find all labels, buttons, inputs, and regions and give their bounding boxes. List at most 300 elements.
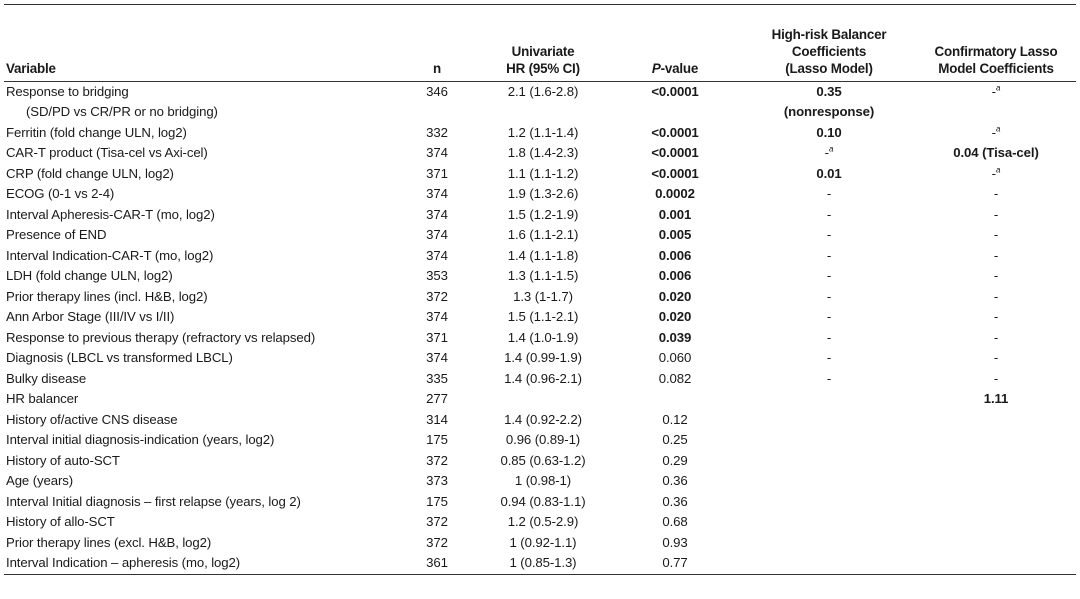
cell-hr [478, 389, 608, 410]
header-hrb-line3: (Lasso Model) [785, 60, 873, 76]
cell-n [396, 348, 478, 369]
cell-lasso-coefficient-text: - [993, 370, 999, 386]
cell-hrb-coefficient-text: - [826, 329, 832, 345]
cell-n [396, 287, 478, 308]
cell-p-value-text: 0.29 [662, 452, 688, 468]
cell-hr [478, 348, 608, 369]
cell-lasso-coefficient [916, 225, 1076, 246]
table-row [4, 553, 1076, 574]
footnote-marker: a [995, 165, 1001, 175]
cell-variable [4, 143, 396, 164]
cell-hr-text: 1.1 (1.1-1.2) [507, 165, 579, 181]
table-body [4, 81, 1076, 574]
cell-hr-text: 1 (0.92-1.1) [509, 534, 577, 550]
cell-p-value [608, 225, 742, 246]
cell-p-value [608, 451, 742, 472]
cell-p-value-text: <0.0001 [651, 83, 699, 99]
cell-lasso-coefficient-text: - [993, 350, 999, 365]
header-high-risk-balancer [742, 5, 916, 81]
cell-hr-text: 1.4 (1.0-1.9) [507, 329, 579, 345]
cell-p-value [608, 246, 742, 267]
cell-lasso-coefficient [916, 205, 1076, 226]
cell-lasso-coefficient [916, 143, 1076, 164]
cell-n-text: 372 [426, 452, 448, 468]
cell-variable-text: HR balancer [6, 391, 79, 406]
cell-lasso-coefficient [916, 389, 1076, 410]
header-hrb-line1: High-risk Balancer [771, 26, 887, 42]
cell-variable-text: Age (years) [6, 473, 74, 488]
table-row [4, 389, 1076, 410]
cell-hrb-coefficient-text: - [826, 350, 832, 365]
cell-p-value [608, 123, 742, 144]
cell-n [396, 492, 478, 513]
cell-n [396, 205, 478, 226]
cell-hr [478, 102, 608, 123]
cell-variable [4, 246, 396, 267]
cell-p-value-text: 0.020 [658, 309, 692, 324]
cell-lasso-coefficient-text: - [993, 206, 999, 222]
cell-variable [4, 492, 396, 513]
cell-p-value-text: 0.93 [662, 534, 688, 550]
cell-hr-text: 1.4 (0.96-2.1) [504, 370, 582, 386]
cell-p-value [608, 369, 742, 390]
cell-hr-text: 1.4 (0.99-1.9) [504, 350, 582, 365]
cell-p-value-text: 0.77 [662, 555, 688, 570]
cell-n [396, 225, 478, 246]
cell-n [396, 328, 478, 349]
cell-variable-text: Interval Indication-CAR-T (mo, log2) [6, 247, 214, 263]
cell-variable [4, 410, 396, 431]
cell-variable [4, 307, 396, 328]
cell-hrb-coefficient [742, 451, 916, 472]
cell-hr-text: 1 (0.85-1.3) [509, 555, 577, 570]
cell-hr-text: 1.3 (1.1-1.5) [507, 268, 579, 283]
cell-hrb-coefficient [742, 287, 916, 308]
cell-hrb-coefficient [742, 205, 916, 226]
cell-lasso-coefficient [916, 266, 1076, 287]
cell-n [396, 533, 478, 554]
table-row [4, 205, 1076, 226]
cell-n-text: 374 [426, 309, 448, 324]
cell-lasso-coefficient [916, 123, 1076, 144]
cell-lasso-coefficient-text: - [993, 329, 999, 345]
cell-hr-text: 2.1 (1.6-2.8) [507, 83, 579, 99]
cell-p-value [608, 81, 742, 102]
table-row [4, 512, 1076, 533]
cell-n [396, 164, 478, 185]
cell-p-value [608, 348, 742, 369]
header-p-value [608, 5, 742, 81]
cell-hrb-coefficient-text: - [826, 288, 832, 304]
table-row [4, 451, 1076, 472]
cell-p-value-text: 0.36 [662, 493, 688, 509]
cell-variable [4, 266, 396, 287]
cell-p-value [608, 307, 742, 328]
cell-n-text: 374 [426, 247, 448, 263]
table-row [4, 143, 1076, 164]
table-row [4, 266, 1076, 287]
cell-n-text: 372 [426, 514, 448, 529]
cell-hrb-coefficient-text: - [826, 309, 832, 324]
table-row [4, 164, 1076, 185]
results-table [4, 4, 1076, 575]
cell-p-value-text: 0.001 [658, 206, 692, 222]
cell-lasso-coefficient [916, 410, 1076, 431]
table-row [4, 410, 1076, 431]
footnote-marker: a [995, 83, 1001, 93]
cell-hrb-coefficient [742, 389, 916, 410]
cell-hrb-coefficient [742, 492, 916, 513]
header-hrb-line2: Coefficients [791, 43, 867, 59]
header-confirmatory-lasso [916, 5, 1076, 81]
cell-hrb-coefficient [742, 430, 916, 451]
cell-n [396, 451, 478, 472]
cell-hr-text: 1.5 (1.2-1.9) [507, 206, 579, 222]
cell-n-text: 374 [426, 350, 448, 365]
cell-p-value [608, 553, 742, 574]
table-row [4, 307, 1076, 328]
cell-lasso-coefficient [916, 287, 1076, 308]
cell-lasso-coefficient [916, 369, 1076, 390]
cell-variable-text: Bulky disease [6, 370, 87, 386]
cell-hr [478, 451, 608, 472]
cell-lasso-coefficient [916, 164, 1076, 185]
cell-hrb-coefficient [742, 102, 916, 123]
cell-hr-text: 1.4 (0.92-2.2) [504, 411, 582, 427]
cell-n [396, 102, 478, 123]
cell-p-value [608, 533, 742, 554]
header-p-italic: P [651, 60, 661, 76]
cell-p-value [608, 184, 742, 205]
cell-hr-text: 0.94 (0.83-1.1) [500, 493, 586, 509]
cell-p-value-text: 0.25 [662, 432, 688, 447]
cell-hr [478, 287, 608, 308]
cell-hrb-coefficient [742, 184, 916, 205]
table-row [4, 287, 1076, 308]
cell-p-value-text: 0.36 [662, 473, 688, 488]
cell-n-text: 332 [426, 124, 448, 140]
cell-p-value [608, 512, 742, 533]
cell-n-text: 346 [426, 83, 448, 99]
table-row [4, 225, 1076, 246]
cell-n-text: 374 [426, 206, 448, 222]
cell-variable-text: CAR-T product (Tisa-cel vs Axi-cel) [6, 145, 208, 160]
cell-hr [478, 143, 608, 164]
cell-hr [478, 533, 608, 554]
cell-variable [4, 225, 396, 246]
cell-hr-text: 1.2 (0.5-2.9) [507, 514, 579, 529]
cell-p-value-text: 0.12 [662, 411, 688, 427]
cell-hrb-coefficient-text: - [826, 247, 832, 263]
cell-n-text: 361 [426, 555, 448, 570]
cell-n-text: 374 [426, 145, 448, 160]
cell-hr [478, 266, 608, 287]
cell-variable [4, 553, 396, 574]
table-row [4, 430, 1076, 451]
cell-variable-text: History of auto-SCT [6, 452, 120, 468]
cell-n [396, 553, 478, 574]
cell-variable-text: Prior therapy lines (incl. H&B, log2) [6, 288, 208, 304]
cell-n-text: 371 [426, 329, 448, 345]
cell-lasso-coefficient [916, 246, 1076, 267]
cell-p-value [608, 328, 742, 349]
cell-variable [4, 471, 396, 492]
cell-hr [478, 512, 608, 533]
cell-hr [478, 553, 608, 574]
cell-p-value-text: 0.082 [658, 370, 692, 386]
table-row [4, 533, 1076, 554]
cell-p-value [608, 102, 742, 123]
cell-lasso-coefficient [916, 451, 1076, 472]
cell-p-value-text: <0.0001 [651, 165, 699, 181]
cell-variable [4, 328, 396, 349]
cell-variable [4, 512, 396, 533]
cell-variable-text: History of allo-SCT [6, 514, 115, 529]
cell-hrb-coefficient [742, 246, 916, 267]
cell-p-value [608, 492, 742, 513]
cell-lasso-coefficient [916, 553, 1076, 574]
cell-hrb-coefficient-text: - [826, 370, 832, 386]
cell-hrb-coefficient-text: - [826, 206, 832, 222]
cell-p-value [608, 410, 742, 431]
cell-lasso-coefficient [916, 102, 1076, 123]
table-row [4, 328, 1076, 349]
footnote-marker: a [995, 124, 1001, 134]
cell-p-value-text: 0.68 [662, 514, 688, 529]
cell-n [396, 512, 478, 533]
header-p-rest: -value [660, 60, 699, 76]
cell-lasso-coefficient-text: - [991, 165, 996, 181]
cell-hr [478, 430, 608, 451]
cell-p-value-text: 0.006 [658, 268, 692, 283]
cell-lasso-coefficient-text: - [991, 124, 996, 140]
cell-hr [478, 307, 608, 328]
cell-lasso-coefficient-text: - [993, 227, 999, 242]
cell-lasso-coefficient-text: - [993, 288, 999, 304]
cell-hrb-coefficient [742, 369, 916, 390]
cell-lasso-coefficient-text: - [993, 186, 999, 201]
cell-hrb-coefficient [742, 553, 916, 574]
cell-hr-text: 0.85 (0.63-1.2) [500, 452, 586, 468]
header-variable: Variable [4, 5, 396, 81]
cell-hr-text: 1 (0.98-1) [514, 473, 572, 488]
cell-p-value [608, 471, 742, 492]
cell-lasso-coefficient [916, 512, 1076, 533]
cell-hrb-coefficient [742, 143, 916, 164]
cell-variable [4, 389, 396, 410]
cell-p-value [608, 389, 742, 410]
header-lasso-line1: Confirmatory Lasso [934, 43, 1058, 59]
results-table-container [4, 4, 1076, 575]
cell-variable-text: CRP (fold change ULN, log2) [6, 165, 174, 181]
cell-variable [4, 164, 396, 185]
cell-hr [478, 184, 608, 205]
footnote-marker: a [828, 144, 834, 154]
cell-variable-text: Prior therapy lines (excl. H&B, log2) [6, 534, 212, 550]
cell-n-text: 371 [426, 165, 448, 181]
cell-variable-text: Diagnosis (LBCL vs transformed LBCL) [6, 350, 233, 365]
cell-lasso-coefficient [916, 430, 1076, 451]
cell-p-value-text: 0.006 [658, 247, 692, 263]
cell-hr [478, 81, 608, 102]
cell-hr-text: 1.2 (1.1-1.4) [507, 124, 579, 140]
cell-p-value-text: 0.060 [658, 350, 692, 365]
cell-lasso-coefficient [916, 492, 1076, 513]
cell-variable-text: Ann Arbor Stage (III/IV vs I/II) [6, 309, 175, 324]
cell-variable [4, 81, 396, 102]
cell-hr [478, 492, 608, 513]
cell-variable [4, 533, 396, 554]
cell-lasso-coefficient [916, 81, 1076, 102]
cell-variable [4, 451, 396, 472]
cell-lasso-coefficient-text: - [991, 83, 996, 99]
cell-n [396, 123, 478, 144]
cell-hrb-coefficient [742, 410, 916, 431]
cell-n-text: 373 [426, 473, 448, 488]
cell-hrb-coefficient [742, 123, 916, 144]
cell-hr-text: 1.4 (1.1-1.8) [507, 247, 579, 263]
cell-p-value [608, 164, 742, 185]
cell-variable-text: (SD/PD vs CR/PR or no bridging) [26, 104, 218, 119]
cell-variable-text: Presence of END [6, 227, 107, 242]
cell-variable-text: Response to previous therapy (refractory vs relapsed) [6, 329, 316, 345]
table-row [4, 369, 1076, 390]
cell-hrb-coefficient [742, 81, 916, 102]
cell-n-text: 374 [426, 227, 448, 242]
cell-hr [478, 123, 608, 144]
cell-hr [478, 369, 608, 390]
header-hr-line1: Univariate [511, 43, 575, 59]
cell-variable-text: History of/active CNS disease [6, 411, 178, 427]
cell-lasso-coefficient [916, 328, 1076, 349]
cell-n-text: 277 [426, 391, 448, 406]
cell-hrb-coefficient-text: (nonresponse) [783, 104, 875, 119]
cell-hrb-coefficient-text: - [824, 145, 829, 160]
cell-p-value-text: 0.039 [658, 329, 692, 345]
cell-hrb-coefficient [742, 164, 916, 185]
cell-variable-text: Interval Initial diagnosis – first relapse (years, log 2) [6, 493, 301, 509]
cell-n [396, 81, 478, 102]
cell-hr-text: 1.3 (1-1.7) [513, 288, 573, 304]
header-hr [478, 5, 608, 81]
cell-n [396, 410, 478, 431]
cell-hrb-coefficient [742, 307, 916, 328]
cell-hrb-coefficient [742, 225, 916, 246]
cell-n-text: 335 [426, 370, 448, 386]
cell-variable-text: Interval Indication – apheresis (mo, log2) [6, 555, 241, 570]
cell-n [396, 389, 478, 410]
cell-p-value-text: 0.005 [658, 227, 692, 242]
cell-p-value [608, 430, 742, 451]
cell-hrb-coefficient-text: 0.35 [816, 83, 842, 99]
table-row [4, 246, 1076, 267]
table-row [4, 471, 1076, 492]
cell-hrb-coefficient [742, 533, 916, 554]
cell-variable [4, 287, 396, 308]
table-row [4, 492, 1076, 513]
cell-p-value-text: 0.0002 [655, 186, 695, 201]
header-hr-line2: HR (95% CI) [506, 60, 580, 76]
cell-variable [4, 102, 396, 123]
cell-p-value [608, 266, 742, 287]
cell-lasso-coefficient [916, 533, 1076, 554]
cell-n-text: 175 [426, 432, 448, 447]
cell-variable [4, 184, 396, 205]
header-lasso-line2: Model Coefficients [938, 60, 1054, 76]
cell-variable-text: Ferritin (fold change ULN, log2) [6, 124, 187, 140]
cell-variable-text: ECOG (0-1 vs 2-4) [6, 186, 115, 201]
cell-hrb-coefficient-text: - [826, 227, 832, 242]
cell-variable-text: Response to bridging [6, 83, 129, 99]
cell-variable-text: Interval initial diagnosis-indication (years, log2) [6, 432, 275, 447]
cell-n-text: 374 [426, 186, 448, 201]
cell-hr [478, 410, 608, 431]
cell-p-value-text: <0.0001 [651, 124, 699, 140]
cell-hr [478, 246, 608, 267]
cell-variable [4, 348, 396, 369]
cell-hr [478, 471, 608, 492]
cell-n [396, 266, 478, 287]
cell-n [396, 471, 478, 492]
cell-n-text: 314 [426, 411, 448, 427]
header-row [4, 5, 1076, 81]
cell-variable-text: LDH (fold change ULN, log2) [6, 268, 173, 283]
cell-lasso-coefficient-text: - [993, 309, 999, 324]
cell-n [396, 369, 478, 390]
cell-lasso-coefficient [916, 184, 1076, 205]
cell-lasso-coefficient-text: 1.11 [983, 391, 1009, 406]
cell-hrb-coefficient [742, 328, 916, 349]
cell-n [396, 246, 478, 267]
cell-p-value [608, 143, 742, 164]
cell-n [396, 184, 478, 205]
cell-hr-text: 1.8 (1.4-2.3) [507, 145, 579, 160]
cell-hr [478, 225, 608, 246]
table-row [4, 81, 1076, 102]
cell-hr-text: 0.96 (0.89-1) [505, 432, 581, 447]
header-n: n [396, 5, 478, 81]
cell-n-text: 372 [426, 288, 448, 304]
cell-hr-text: 1.5 (1.1-2.1) [507, 309, 579, 324]
cell-hrb-coefficient-text: - [826, 268, 832, 283]
cell-p-value-text: 0.020 [658, 288, 692, 304]
cell-variable [4, 369, 396, 390]
cell-n-text: 353 [426, 268, 448, 283]
cell-n [396, 430, 478, 451]
cell-variable [4, 205, 396, 226]
cell-lasso-coefficient [916, 471, 1076, 492]
cell-hr [478, 164, 608, 185]
cell-lasso-coefficient [916, 348, 1076, 369]
table-row [4, 348, 1076, 369]
cell-hr [478, 328, 608, 349]
cell-n-text: 372 [426, 534, 448, 550]
cell-hr [478, 205, 608, 226]
cell-variable-text: Interval Apheresis-CAR-T (mo, log2) [6, 206, 215, 222]
cell-hrb-coefficient [742, 471, 916, 492]
cell-hrb-coefficient-text: - [826, 186, 832, 201]
cell-hrb-coefficient [742, 266, 916, 287]
cell-variable [4, 430, 396, 451]
cell-lasso-coefficient-text: 0.04 (Tisa-cel) [953, 145, 1039, 160]
table-row [4, 184, 1076, 205]
cell-lasso-coefficient-text: - [993, 247, 999, 263]
table-row [4, 123, 1076, 144]
cell-n [396, 143, 478, 164]
cell-p-value [608, 205, 742, 226]
cell-n-text: 175 [426, 493, 448, 509]
cell-hr-text: 1.6 (1.1-2.1) [507, 227, 579, 242]
